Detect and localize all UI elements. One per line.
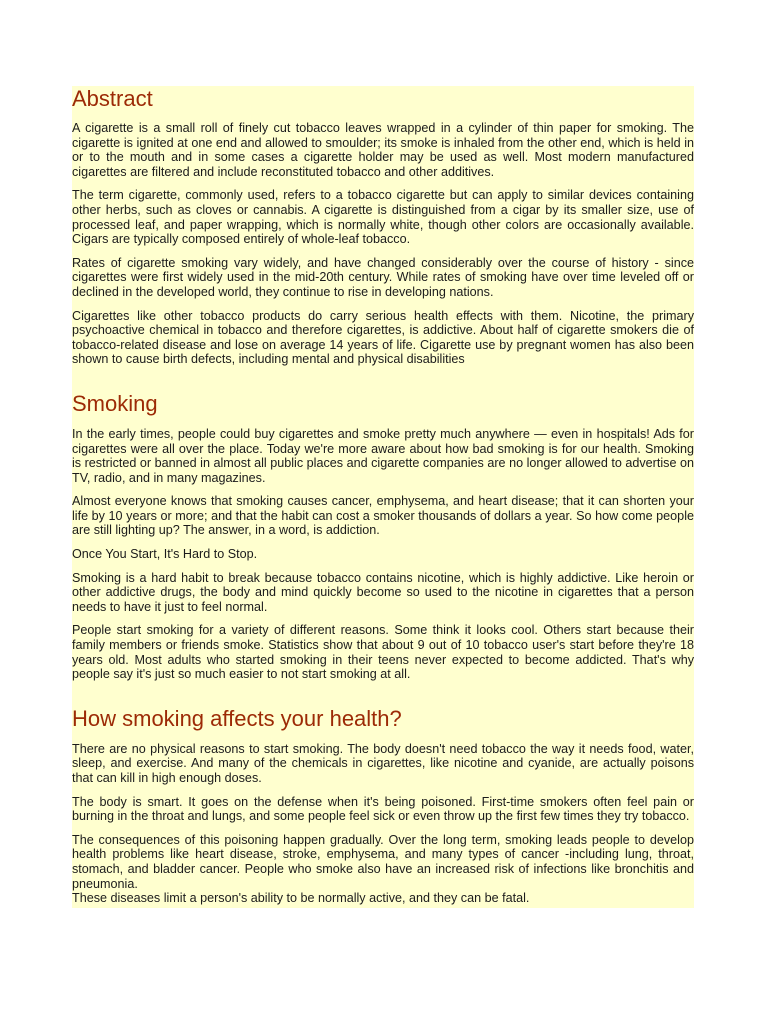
document-page xyxy=(72,86,694,908)
section-title-health: How smoking affects your health? xyxy=(72,705,402,731)
abstract-paragraph-3: Rates of cigarette smoking vary widely, and have changed considerably over the course of history - since cigarettes were first widely used in the mid-20th century. While rates of smoking have over time leveled off or declined in the developed world, they continue to rise in developing nations. xyxy=(72,255,694,299)
health-paragraph-4: These diseases limit a person's ability to be normally active, and they can be fatal. xyxy=(72,891,530,906)
health-paragraph-2: The body is smart. It goes on the defense when it's being poisoned. First-time smokers often feel pain or burning in the throat and lungs, and some people feel sick or even throw up the first few times they try tobacco. xyxy=(72,794,694,824)
smoking-paragraph-3: Smoking is a hard habit to break because tobacco contains nicotine, which is highly addictive. Like heroin or other addictive drugs, the body and mind quickly become so used to the nicotine in cigarettes that a person needs to have it just to feel normal. xyxy=(72,570,694,614)
abstract-paragraph-2: The term cigarette, commonly used, refers to a tobacco cigarette but can apply to similar devices containing other herbs, such as cloves or cannabis. A cigarette is distinguished from a cigar by its smaller size, use of processed leaf, and paper wrapping, which is normally white, though other colors are occasionally available. Cigars are typically composed entirely of whole-leaf tobacco. xyxy=(72,188,694,247)
health-paragraph-1: There are no physical reasons to start smoking. The body doesn't need tobacco the way it needs food, water, sleep, and exercise. And many of the chemicals in cigarettes, like nicotine and cyanide, are actually poisons that can kill in high enough doses. xyxy=(72,741,694,785)
smoking-paragraph-1: In the early times, people could buy cigarettes and smoke pretty much anywhere — even in hospitals! Ads for cigarettes were all over the place. Today we're more aware about how bad smoking is for our health. Smoking is restricted or banned in almost all public places and cigarette companies are no longer allowed to advertise on TV, radio, and in many magazines. xyxy=(72,426,694,485)
section-title-smoking: Smoking xyxy=(72,390,158,416)
smoking-subheading: Once You Start, It's Hard to Stop. xyxy=(72,547,258,562)
abstract-paragraph-4: Cigarettes like other tobacco products do carry serious health effects with them. Nicotine, the primary psychoactive chemical in tobacco and therefore cigarettes, is addictive. About half of cigarette smokers die of tobacco-related disease and lose on average 14 years of life. Cigarette use by pregnant women has also been shown to cause birth defects, including mental and physical disabilities xyxy=(72,308,694,367)
abstract-paragraph-1: A cigarette is a small roll of finely cut tobacco leaves wrapped in a cylinder of thin paper for smoking. The cigarette is ignited at one end and allowed to smoulder; its smoke is inhaled from the other end, which is held in or to the mouth and in some cases a cigarette holder may be used as well. Most modern manufactured cigarettes are filtered and include reconstituted tobacco and other additives. xyxy=(72,121,694,179)
smoking-paragraph-4: People start smoking for a variety of different reasons. Some think it looks cool. Others start because their family members or friends smoke. Statistics show that about 9 out of 10 tobacco user's start before they're 18 years old. Most adults who started smoking in their teens never expected to become addicted. That's why people say it's just so much easier to not start smoking at all. xyxy=(72,623,694,682)
section-title-abstract: Abstract xyxy=(72,86,153,111)
smoking-paragraph-2: Almost everyone knows that smoking causes cancer, emphysema, and heart disease; that it can shorten your life by 10 years or more; and that the habit can cost a smoker thousands of dollars a year. So how come people are still lighting up? The answer, in a word, is addiction. xyxy=(72,494,694,538)
health-paragraph-3: The consequences of this poisoning happen gradually. Over the long term, smoking leads people to develop health problems like heart disease, stroke, emphysema, and many types of cancer -including lung, throat, stomach, and bladder cancer. People who smoke also have an increased risk of infections like bronchitis and pneumonia. xyxy=(72,832,694,891)
